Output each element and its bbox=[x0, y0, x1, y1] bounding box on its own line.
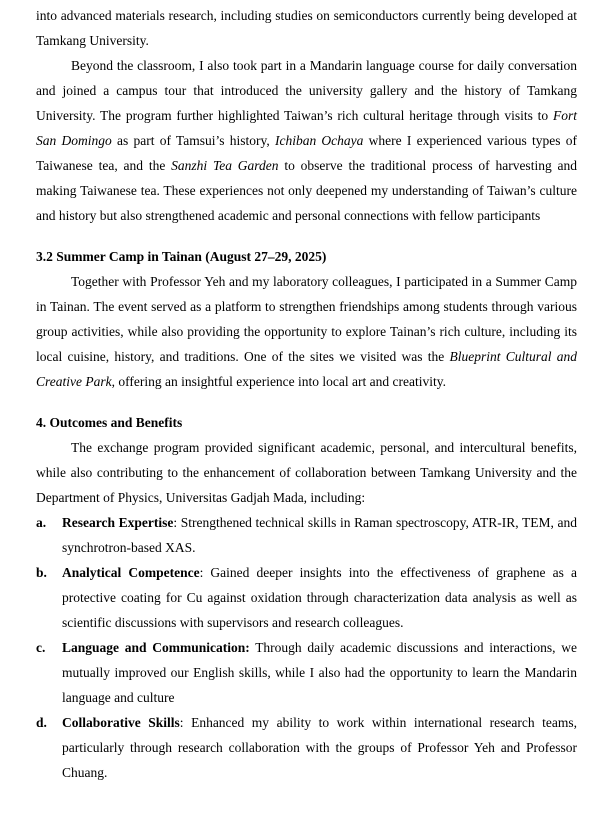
paragraph bbox=[36, 435, 577, 510]
text-run: 3.2 Summer Camp in Tainan (August 27–29, 2025) bbox=[36, 249, 327, 264]
list-marker: b. bbox=[36, 565, 47, 580]
paragraph bbox=[36, 269, 577, 394]
text-run: Beyond the classroom, I also took part in a Mandarin language course for daily conversation and joined a campus tour that introduced the university gallery and the history of Tamkang University. The program further highlighted Taiwan’s rich cultural heritage through visits to bbox=[36, 58, 577, 123]
list-item bbox=[36, 510, 577, 560]
text-run: Language and Communication: bbox=[62, 640, 250, 655]
section-heading bbox=[36, 244, 577, 269]
text-run: where I experienced various types of Taiwanese tea, and the bbox=[36, 133, 577, 173]
list-item bbox=[36, 635, 577, 710]
paragraph bbox=[36, 53, 577, 228]
list-marker: c. bbox=[36, 640, 46, 655]
list-marker: d. bbox=[36, 715, 47, 730]
document-content bbox=[36, 3, 577, 785]
list-item bbox=[36, 560, 577, 635]
text-run: Through daily academic discussions and interactions, we mutually improved our English skills, while I also had the opportunity to learn the Mandarin language and culture bbox=[62, 640, 578, 705]
text-run: : Strengthened technical skills in Raman spectroscopy, ATR-IR, TEM, and synchrotron-based XAS. bbox=[62, 515, 577, 555]
text-run: to observe the traditional process of harvesting and making Taiwanese tea. These experiences not only deepened my understanding of Taiwan’s culture and history but also strengthened academic and personal connections with fellow participants bbox=[36, 158, 578, 223]
text-run: Fort San Domingo bbox=[36, 108, 577, 148]
text-run: Research Expertise bbox=[62, 515, 174, 530]
text-run: into advanced materials research, including studies on semiconductors currently being developed at Tamkang University. bbox=[36, 8, 577, 48]
section-heading bbox=[36, 410, 577, 435]
text-run: Sanzhi Tea Garden bbox=[171, 158, 279, 173]
text-run: Ichiban Ochaya bbox=[274, 133, 364, 148]
text-run: Analytical Competence bbox=[62, 565, 200, 580]
text-run: The exchange program provided significant academic, personal, and intercultural benefits, while also contributing to the enhancement of collaboration between Tamkang University and the Department of Physics, Universitas Gadjah Mada, including: bbox=[36, 440, 577, 505]
text-run: Collaborative Skills bbox=[62, 715, 180, 730]
list-item bbox=[36, 710, 577, 785]
text-run: : Gained deeper insights into the effectiveness of graphene as a protective coating for Cu against oxidation through characterization data analysis as well as scientific discussions with supervisors and research colleagues. bbox=[62, 565, 577, 630]
text-run: : Enhanced my ability to work within international research teams, particularly through research collaboration with the groups of Professor Yeh and Professor Chuang. bbox=[62, 715, 577, 780]
text-run: , offering an insightful experience into local art and creativity. bbox=[111, 374, 446, 389]
paragraph bbox=[36, 3, 577, 53]
text-run: as part of Tamsui’s history, bbox=[111, 133, 275, 148]
text-run: 4. Outcomes and Benefits bbox=[36, 415, 183, 430]
text-run: Blueprint Cultural and Creative Park bbox=[36, 349, 577, 389]
text-run: Together with Professor Yeh and my laboratory colleagues, I participated in a Summer Camp in Tainan. The event served as a platform to strengthen friendships among students through various group activities, while also providing the opportunity to explore Tainan’s rich culture, including its local cuisine, history, and traditions. One of the sites we visited was the bbox=[36, 274, 577, 364]
list-marker: a. bbox=[36, 515, 47, 530]
